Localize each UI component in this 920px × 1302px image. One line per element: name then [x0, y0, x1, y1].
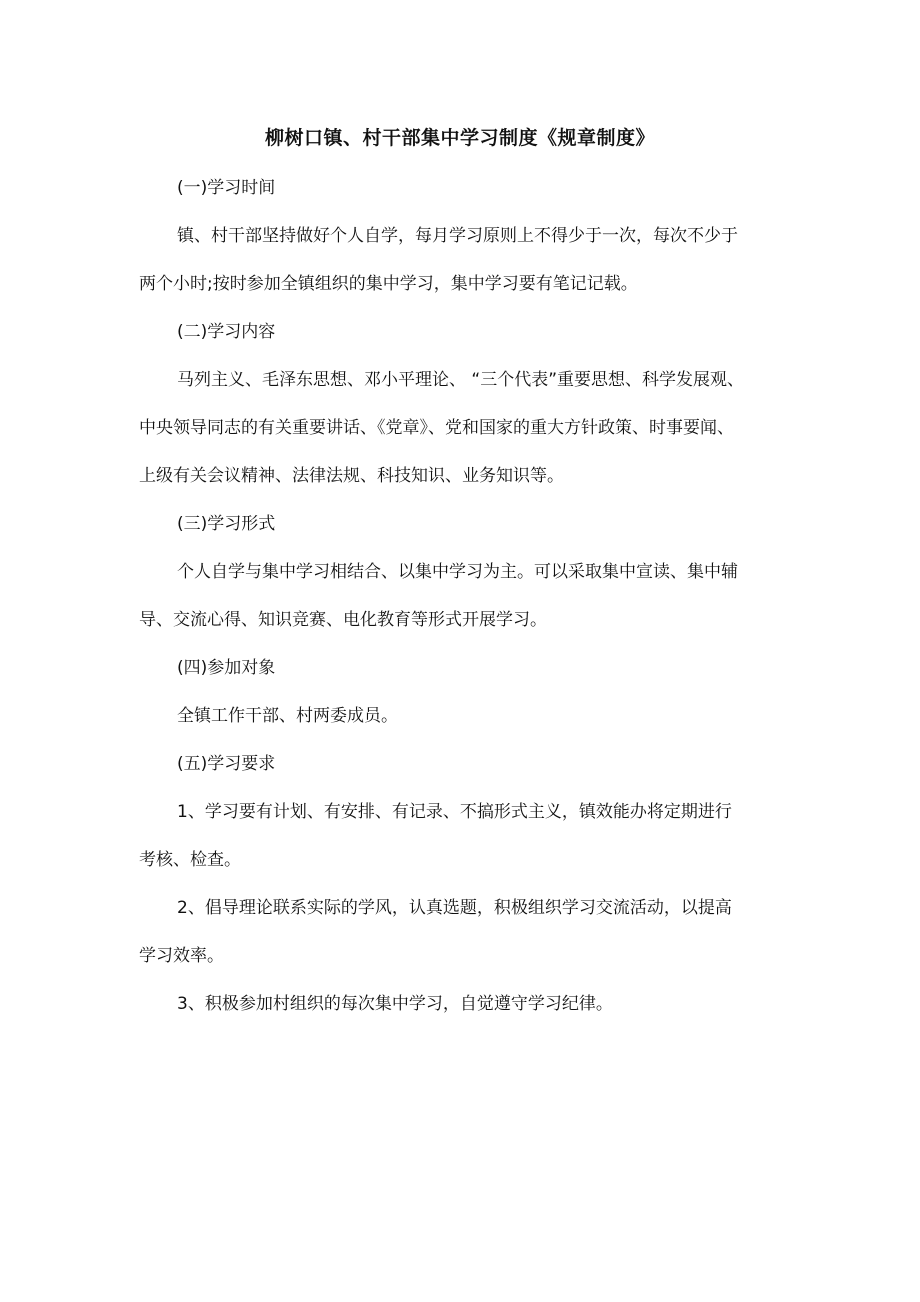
paragraph-line: 3、积极参加村组织的每次集中学习，自觉遵守学习纪律。 — [177, 994, 613, 1014]
section-heading-participants: (四)参加对象 — [177, 658, 276, 678]
document-body — [139, 164, 789, 1028]
section-heading-content: (二)学习内容 — [177, 322, 276, 342]
section-heading-time: (一)学习时间 — [177, 178, 276, 198]
paragraph-line: 学习效率。 — [139, 946, 224, 966]
paragraph-line: 考核、检查。 — [139, 850, 241, 870]
paragraph-line: 马列主义、毛泽东思想、邓小平理论、 “三个代表”重要思想、科学发展观、 — [177, 370, 745, 390]
document-title: 柳树口镇、村干部集中学习制度《规章制度》 — [264, 127, 655, 149]
paragraph-line: 2、倡导理论联系实际的学风，认真选题，积极组织学习交流活动，以提高 — [177, 898, 732, 918]
section-heading-requirements: (五)学习要求 — [177, 754, 276, 774]
section-heading-format: (三)学习形式 — [177, 514, 276, 534]
paragraph-line: 两个小时;按时参加全镇组织的集中学习，集中学习要有笔记记载。 — [139, 274, 638, 294]
paragraph-line: 1、学习要有计划、有安排、有记录、不搞形式主义，镇效能办将定期进行 — [177, 802, 732, 822]
paragraph-line: 上级有关会议精神、法律法规、科技知识、业务知识等。 — [139, 466, 564, 486]
paragraph-line: 导、交流心得、知识竞赛、电化教育等形式开展学习。 — [139, 610, 547, 630]
paragraph-line: 镇、村干部坚持做好个人自学，每月学习原则上不得少于一次，每次不少于 — [177, 226, 738, 246]
paragraph-line: 中央领导同志的有关重要讲话、《党章》、党和国家的重大方针政策、时事要闻、 — [139, 418, 734, 438]
paragraph-line: 全镇工作干部、村两委成员。 — [177, 706, 398, 726]
paragraph-line: 个人自学与集中学习相结合、以集中学习为主。可以采取集中宣读、集中辅 — [177, 562, 738, 582]
